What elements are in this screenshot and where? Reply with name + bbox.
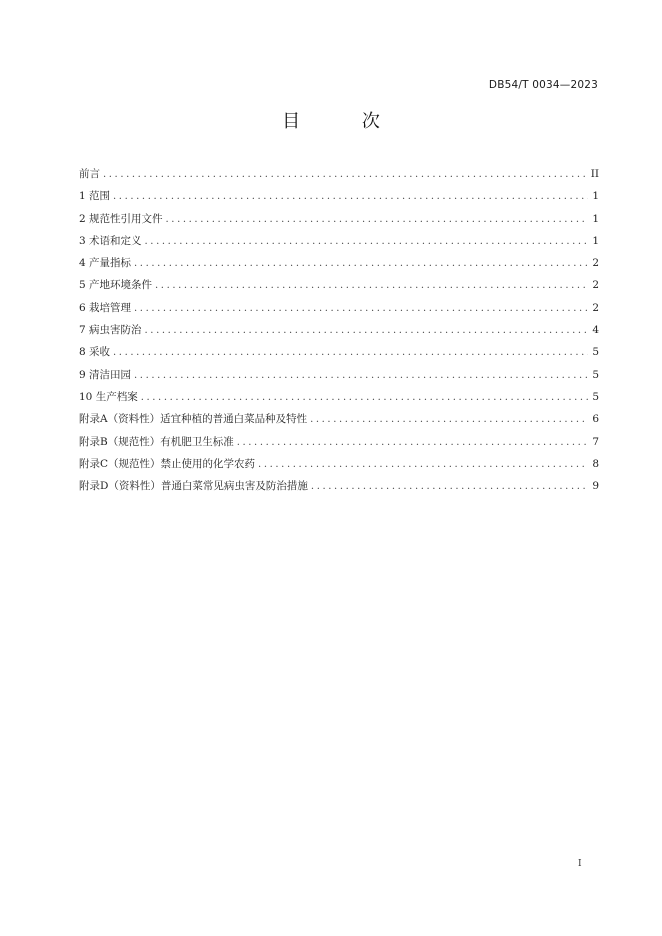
toc-entry-field-cleaning[interactable] [79, 364, 599, 386]
toc-page-number: II [590, 168, 599, 180]
toc-dot-leader [166, 209, 588, 231]
toc-entry-appendix-b[interactable] [79, 431, 599, 453]
toc-dot-leader [311, 476, 588, 498]
toc-page-number: 5 [592, 390, 599, 403]
toc-entry-production-records[interactable] [79, 386, 599, 408]
toc-dot-leader [310, 409, 588, 431]
toc-entry-label: 3 术语和定义 [79, 234, 142, 247]
toc-dot-leader [258, 454, 588, 476]
toc-entry-terms-definitions[interactable] [79, 230, 599, 252]
toc-entry-label: 6 栽培管理 [79, 301, 132, 314]
toc-dot-leader [141, 387, 588, 409]
toc-entry-pest-control[interactable] [79, 319, 599, 341]
toc-dot-leader [145, 231, 588, 253]
toc-dot-leader [155, 275, 588, 297]
toc-entry-normative-references[interactable] [79, 208, 599, 230]
toc-page-number: 5 [592, 346, 599, 359]
toc-page-number: 8 [592, 457, 599, 470]
toc-dot-leader [145, 320, 588, 342]
toc-dot-leader [134, 298, 588, 320]
toc-dot-leader [134, 365, 588, 387]
toc-entry-label: 附录D（资料性）普通白菜常见病虫害及防治措施 [79, 480, 308, 493]
toc-entry-environment[interactable] [79, 274, 599, 296]
toc-entry-label: 5 产地环境条件 [79, 279, 153, 292]
toc-entry-label: 4 产量指标 [79, 257, 132, 270]
toc-entry-foreword[interactable] [79, 163, 599, 185]
toc-dot-leader [134, 253, 588, 275]
toc-entry-appendix-d[interactable] [79, 475, 599, 497]
page-title: 目 次 [282, 111, 408, 132]
toc-entry-yield-indicators[interactable] [79, 252, 599, 274]
toc-page-number: 2 [592, 279, 599, 292]
toc-entry-label: 10 生产档案 [79, 390, 138, 403]
toc-entry-label: 前言 [79, 168, 100, 180]
toc-page-number: 6 [592, 413, 599, 426]
toc-entry-cultivation[interactable] [79, 297, 599, 319]
page-number: I [578, 859, 582, 869]
toc-page-number: 9 [592, 480, 599, 493]
toc-dot-leader [103, 164, 588, 186]
toc-page-number: 1 [592, 212, 599, 225]
toc-entry-label: 8 采收 [79, 346, 111, 359]
toc-entry-appendix-a[interactable] [79, 408, 599, 430]
toc-page-number: 2 [592, 257, 599, 270]
toc-entry-label: 附录C（规范性）禁止使用的化学农药 [79, 457, 256, 470]
toc-dot-leader [237, 432, 588, 454]
toc-entry-label: 7 病虫害防治 [79, 324, 142, 337]
toc-page-number: 4 [592, 324, 599, 337]
table-of-contents [79, 163, 599, 497]
toc-page-number: 2 [592, 301, 599, 314]
toc-entry-harvest[interactable] [79, 341, 599, 363]
toc-entry-appendix-c[interactable] [79, 453, 599, 475]
toc-page-number: 1 [592, 190, 599, 203]
toc-page-number: 7 [592, 435, 599, 448]
standard-code: DB54/T 0034—2023 [488, 79, 598, 91]
toc-entry-label: 9 清洁田园 [79, 368, 132, 381]
toc-entry-label: 附录A（资料性）适宜种植的普通白菜品种及特性 [79, 413, 308, 426]
toc-entry-label: 2 规范性引用文件 [79, 212, 163, 225]
toc-entry-scope[interactable] [79, 185, 599, 207]
toc-dot-leader [113, 186, 588, 208]
toc-dot-leader [113, 342, 588, 364]
toc-entry-label: 附录B（规范性）有机肥卫生标准 [79, 435, 234, 448]
toc-entry-label: 1 范围 [79, 190, 111, 203]
toc-page-number: 1 [592, 234, 599, 247]
toc-page-number: 5 [592, 368, 599, 381]
